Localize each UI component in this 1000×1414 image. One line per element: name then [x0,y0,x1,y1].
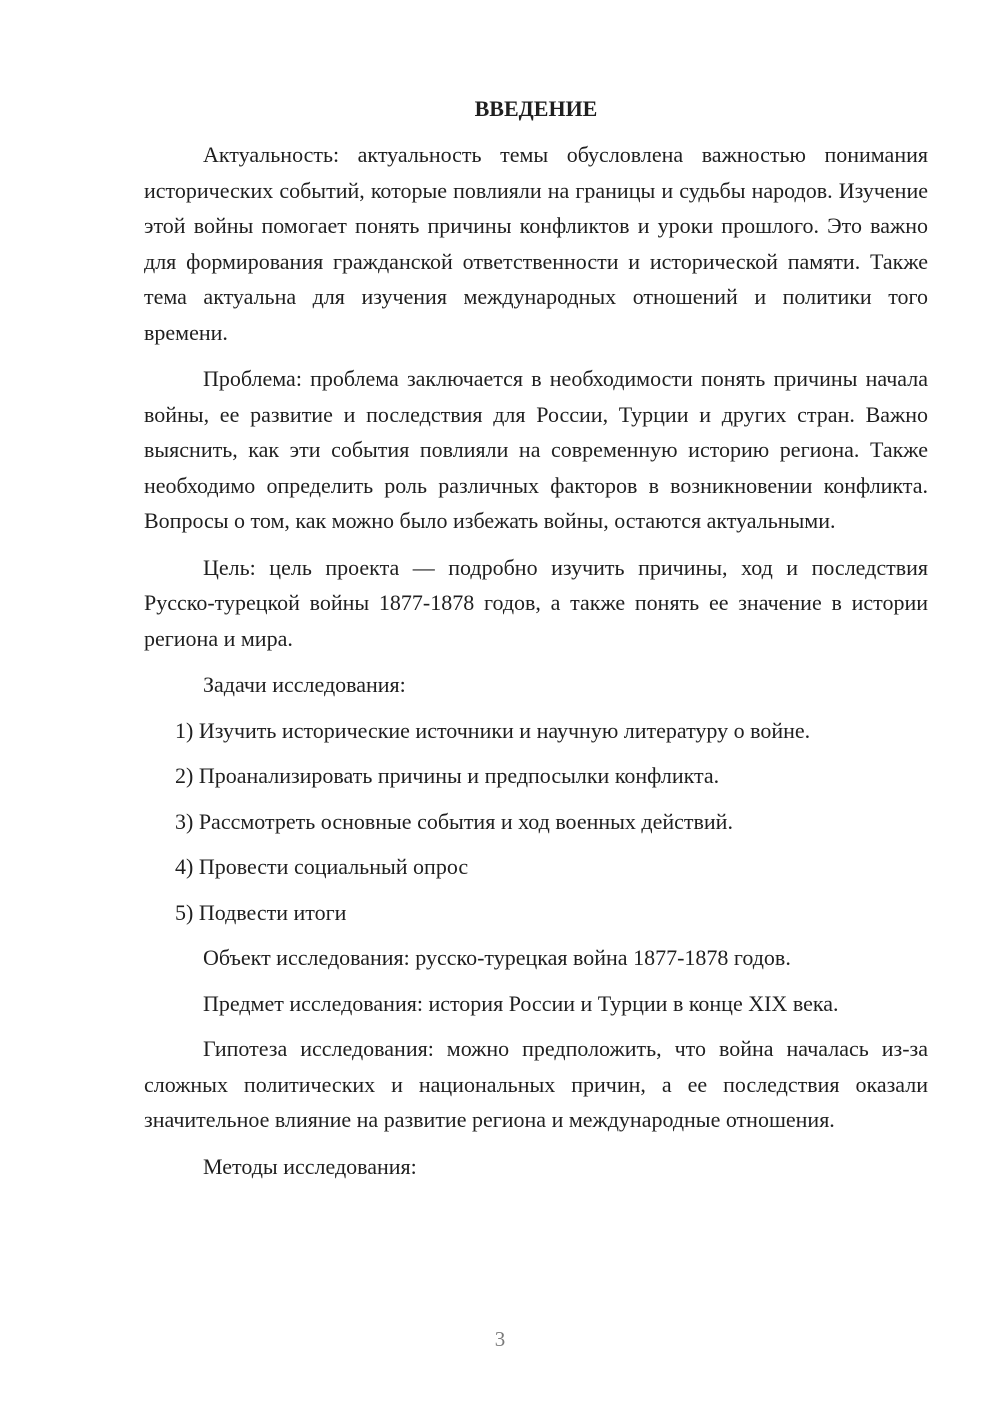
problem-paragraph: Проблема: проблема заключается в необходимости понять причины начала войны, ее развитие и последствия для России, Турции и других стран. Важно выяснить, как эти события повлияли на современную историю региона. Также необходимо определить роль различных факторов в возникновении конфликта. Вопросы о том, как можно было избежать войны, остаются актуальными. [144,366,928,533]
list-item: 5) Подвести итоги [175,899,347,925]
list-item: 3) Рассмотреть основные события и ход военных действий. [175,808,733,834]
methods-heading: Методы исследования: [203,1153,417,1179]
subject-paragraph: Предмет исследования: история России и Турции в конце XIX века. [203,990,839,1016]
list-item: 4) Провести социальный опрос [175,854,469,879]
page-title: ВВЕДЕНИЕ [474,96,598,121]
tasks-heading: Задачи исследования: [203,672,406,697]
list-item: 2) Проанализировать причины и предпосылки конфликта. [175,763,720,788]
goal-paragraph: Цель: цель проекта — подробно изучить причины, ход и последствия Русско-турецкой войны 1877-1878 годов, а также понять ее значение в истории региона и мира. [144,554,928,651]
page-content [144,96,928,1184]
tasks-list [144,713,928,931]
list-item: 1) Изучить исторические источники и научную литературу о войне. [175,717,811,743]
page-number: 3 [494,1327,506,1351]
hypothesis-paragraph: Гипотеза исследования: можно предположить, что война началась из-за сложных политических и национальных причин, а ее последствия оказали значительное влияние на развитие региона и международные отношения. [144,1036,928,1132]
object-paragraph: Объект исследования: русско-турецкая война 1877-1878 годов. [203,945,791,970]
relevance-paragraph: Актуальность: актуальность темы обусловлена важностью понимания исторических событий, которые повлияли на границы и судьбы народов. Изучение этой войны помогает понять причины конфликтов и уроки прошлого. Это важно для формирования гражданской ответственности и исторической памяти. Также тема актуальна для изучения международных отношений и политики того времени. [144,142,928,345]
